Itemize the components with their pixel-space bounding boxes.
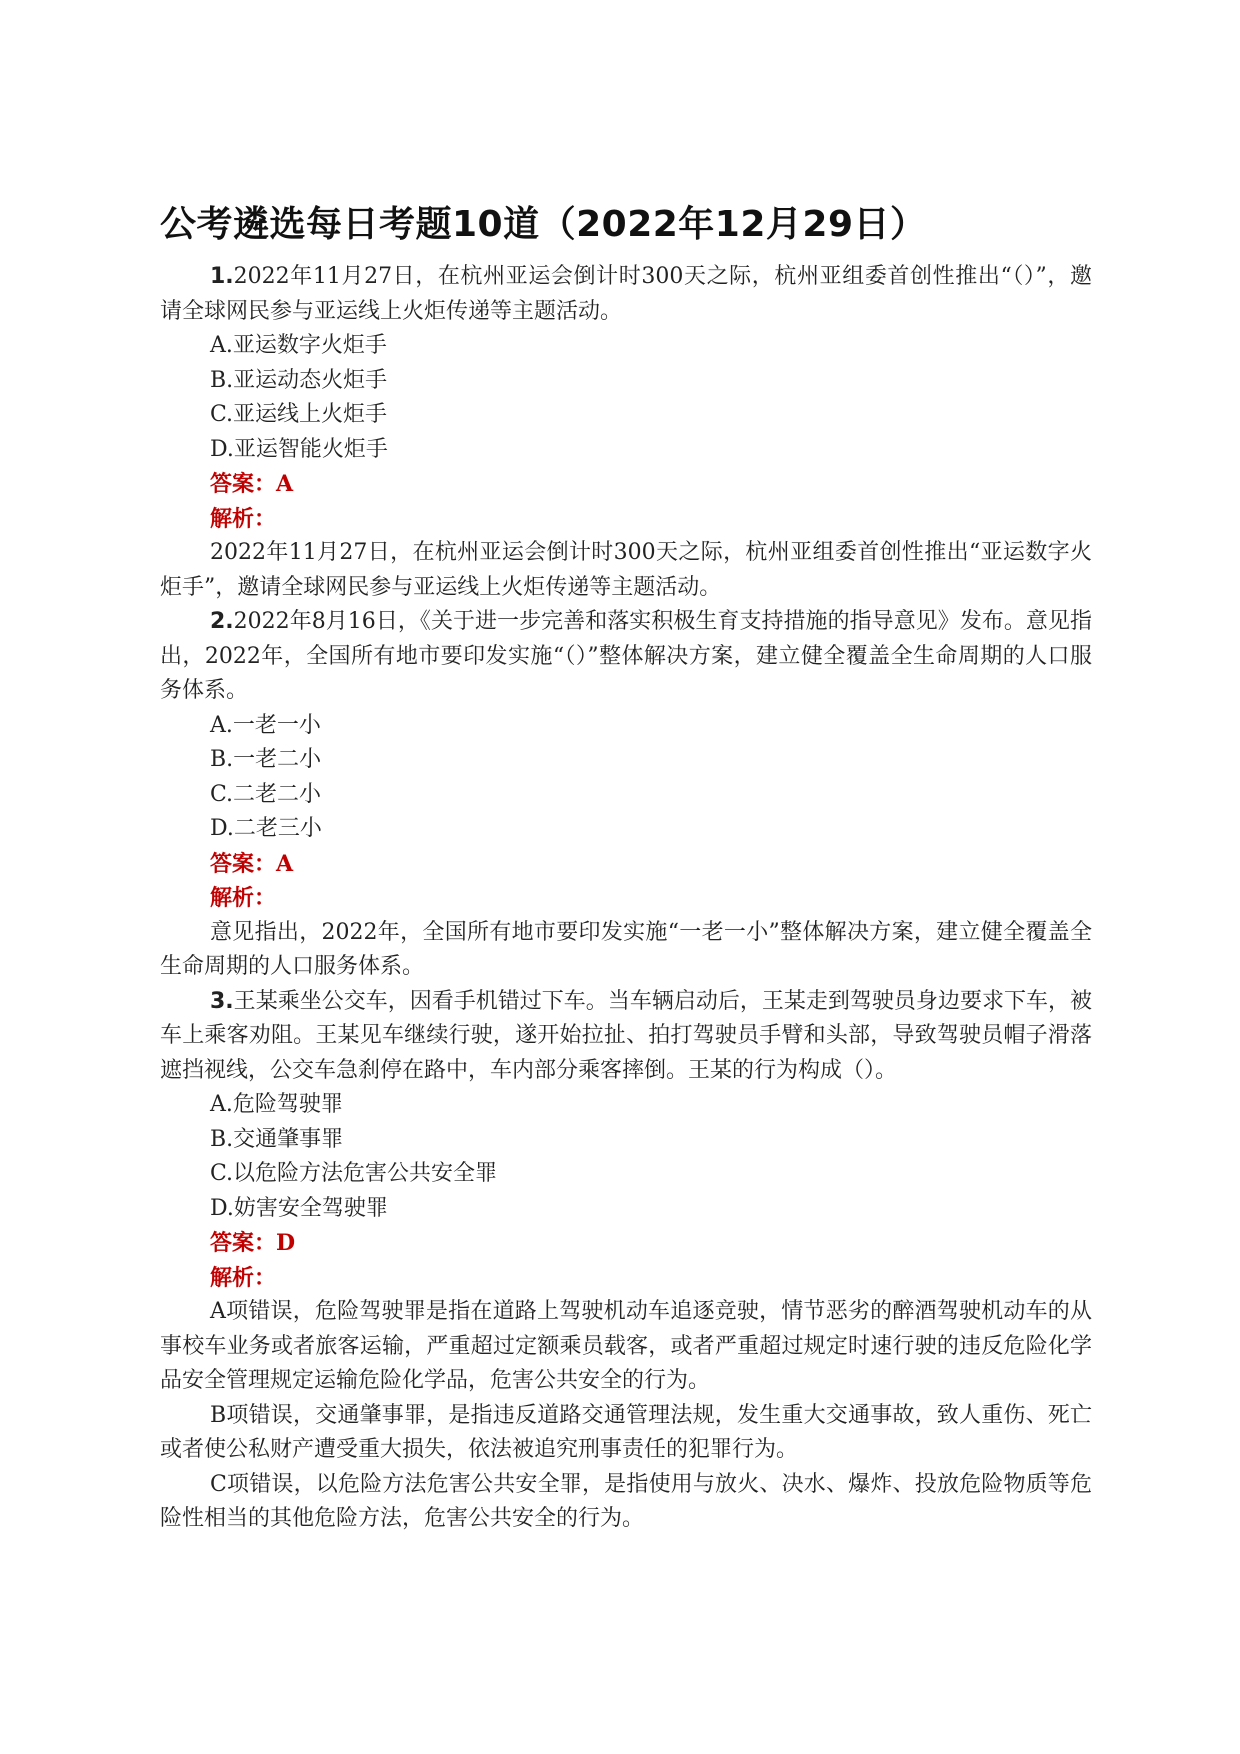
question-1	[160, 260, 1092, 605]
analysis-label: 解析：	[210, 505, 277, 532]
analysis-label: 解析：	[210, 1264, 277, 1291]
option-c: C.以危险方法危害公共安全罪	[210, 1161, 498, 1186]
answer-value: A	[276, 850, 294, 877]
option-d: D.妨害安全驾驶罪	[210, 1195, 388, 1221]
analysis-text: 意见指出，2022年，全国所有地市要印发实施“一老一小”整体解决方案，建立健全覆盖全生命周期的人口服务体系。	[160, 919, 1092, 979]
analysis-text: A项错误，危险驾驶罪是指在道路上驾驶机动车追逐竞驶，情节恶劣的醉酒驾驶机动车的从事校车业务或者旅客运输，严重超过定额乘员载客，或者严重超过规定时速行驶的违反危险化学品安全管理规定运输危险化学品，危害公共安全的行为。	[160, 1299, 1092, 1393]
question-3	[160, 985, 1092, 1537]
question-number: 2.	[210, 609, 234, 634]
question-number: 3.	[210, 988, 234, 1014]
option-d: D.二老三小	[210, 816, 322, 841]
answer-prefix: 答案：	[210, 471, 277, 497]
option-a: A.一老一小	[210, 712, 321, 738]
option-c: C.亚运线上火炬手	[210, 402, 388, 427]
question-2	[160, 605, 1092, 985]
option-b: B.亚运动态火炬手	[210, 367, 388, 393]
question-stem	[160, 985, 1092, 1089]
analysis-text: B项错误，交通肇事罪，是指违反道路交通管理法规，发生重大交通事故，致人重伤、死亡或者使公私财产遭受重大损失，依法被追究刑事责任的犯罪行为。	[160, 1402, 1092, 1462]
option-b: B.交通肇事罪	[210, 1126, 344, 1152]
page-title: 公考遴选每日考题10道（2022年12月29日）	[160, 204, 927, 245]
option-b: B.一老二小	[210, 747, 322, 772]
option-a: A.亚运数字火炬手	[210, 333, 387, 358]
analysis-label: 解析：	[210, 885, 277, 911]
question-stem	[160, 260, 1092, 329]
answer-value: D	[276, 1230, 296, 1256]
question-text: 2022年8月16日，《关于进一步完善和落实积极生育支持措施的指导意见》发布。意见指出，2022年，全国所有地市要印发实施“（）”整体解决方案，建立健全覆盖全生命周期的人口服务体系。	[160, 609, 1092, 703]
answer-value: A	[276, 471, 294, 497]
option-d: D.亚运智能火炬手	[210, 436, 388, 462]
answer-line	[160, 1226, 1092, 1261]
answer-prefix: 答案：	[210, 850, 277, 877]
question-stem	[160, 605, 1092, 709]
question-number: 1.	[210, 264, 234, 289]
answer-line	[160, 847, 1092, 882]
document-page	[160, 200, 1092, 1537]
question-text: 王某乘坐公交车，因看手机错过下车。当车辆启动后，王某走到驾驶员身边要求下车，被车上乘客劝阻。王某见车继续行驶，遂开始拉扯、拍打驾驶员手臂和头部，导致驾驶员帽子滑落遮挡视线，公交车急刹停在路中，车内部分乘客摔倒。王某的行为构成（）。	[160, 988, 1092, 1083]
option-c: C.二老二小	[210, 781, 322, 807]
option-a: A.危险驾驶罪	[210, 1092, 343, 1117]
question-text: 2022年11月27日，在杭州亚运会倒计时300天之际，杭州亚组委首创性推出“（）”，邀请全球网民参与亚运线上火炬传递等主题活动。	[160, 264, 1092, 324]
answer-prefix: 答案：	[210, 1230, 277, 1256]
analysis-text: C项错误，以危险方法危害公共安全罪，是指使用与放火、决水、爆炸、投放危险物质等危险性相当的其他危险方法，危害公共安全的行为。	[160, 1471, 1092, 1531]
analysis-text: 2022年11月27日，在杭州亚运会倒计时300天之际，杭州亚组委首创性推出“亚运数字火炬手”，邀请全球网民参与亚运线上火炬传递等主题活动。	[160, 540, 1092, 600]
answer-line	[160, 467, 1092, 502]
